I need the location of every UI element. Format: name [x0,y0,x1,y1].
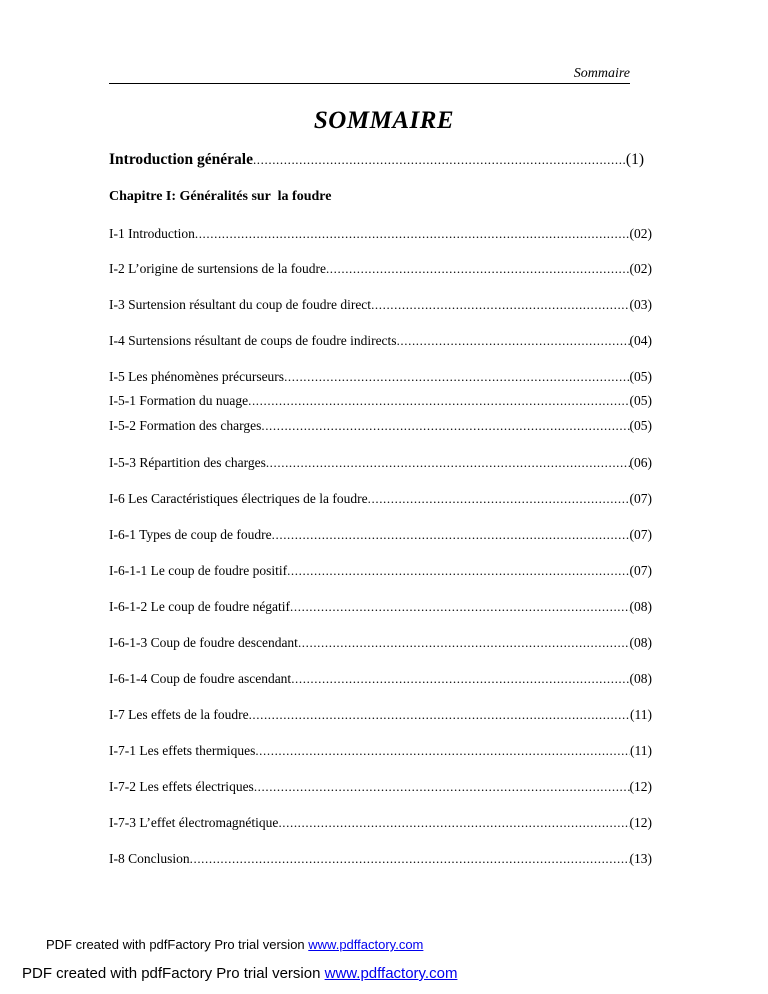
toc-entry [109,296,652,314]
toc-entry [109,417,652,435]
toc-entry-page: (08) [629,671,652,686]
toc-entry [109,598,652,616]
pdf-watermark-footer [22,965,457,983]
toc-entry [109,260,652,278]
toc-entry-label: I-7-2 Les effets électriques [109,779,254,794]
leader-dots [298,634,630,652]
toc-entry [109,814,652,832]
toc-entry-label: I-5-2 Formation des charges [109,418,262,433]
leader-dots [253,151,626,169]
toc-entry-label: I-6 Les Caractéristiques électriques de la foudre [109,491,368,506]
toc-entry-page: (05) [629,418,652,433]
leader-dots [272,526,630,544]
leader-dots [249,706,630,724]
toc-entry [109,706,652,724]
toc-entry [109,332,652,350]
toc-entry-label: I-6-1-4 Coup de foudre ascendant [109,671,292,686]
toc-entry [109,454,652,472]
leader-dots [261,417,629,435]
toc-entry-label: I-7-1 Les effets thermiques [109,743,256,758]
toc-entry-label: I-3 Surtension résultant du coup de foudre direct [109,297,372,312]
toc-entry-page: (12) [629,779,652,794]
toc-entry [109,670,652,688]
toc-intro [109,151,644,169]
toc-entry [109,526,652,544]
toc-entry-label: I-7 Les effets de la foudre [109,707,249,722]
toc-entry [109,778,652,796]
toc-entry-page: (07) [629,527,652,542]
toc-entry-label: I-5-3 Répartition des charges [109,455,266,470]
leader-dots [195,225,630,243]
header-rule [109,83,630,84]
toc-entry-page: (07) [629,491,652,506]
toc-entry-page: (11) [630,743,652,758]
toc-entry-page: (05) [629,393,652,408]
toc-entry-label: I-2 L’origine de surtensions de la foudre [109,261,326,276]
toc-entry-page: (06) [629,455,652,470]
leader-dots [190,850,630,868]
leader-dots [368,490,630,508]
leader-dots [397,332,630,350]
leader-dots [287,562,629,580]
leader-dots [248,392,629,410]
toc-entry-page: (11) [630,707,652,722]
toc-entry-page: (07) [629,563,652,578]
toc-intro-page: (1) [625,151,644,168]
toc-intro-label: Introduction générale [109,151,253,168]
toc-entry-label: I-6-1-3 Coup de foudre descendant [109,635,298,650]
leader-dots [290,598,629,616]
toc-entry [109,392,652,410]
page-title: SOMMAIRE [313,107,455,134]
toc-entry-label: I-6-1 Types de coup de foudre [109,527,272,542]
pdffactory-link[interactable]: www.pdffactory.com [308,937,424,952]
toc-entry-page: (12) [629,815,652,830]
footer-text: PDF created with pdfFactory Pro trial version [46,937,309,952]
toc-entry [109,490,652,508]
toc-entry-label: I-7-3 L’effet électromagnétique [109,815,279,830]
toc-entry-label: I-5 Les phénomènes précurseurs [109,369,285,384]
toc-entry-page: (04) [629,333,652,348]
pdffactory-link[interactable]: www.pdffactory.com [324,965,458,982]
leader-dots [255,742,630,760]
leader-dots [284,368,629,386]
leader-dots [266,454,630,472]
toc-entry-label: I-1 Introduction [109,226,195,241]
pdf-watermark-footer [46,937,423,953]
toc-entry-label: I-6-1-2 Le coup de foudre négatif [109,599,291,614]
leader-dots [291,670,629,688]
leader-dots [278,814,629,832]
toc-entry [109,634,652,652]
running-header: Sommaire [573,66,630,81]
toc-entry-page: (08) [629,635,652,650]
toc-entry [109,225,652,243]
toc-entry-page: (03) [629,297,652,312]
toc-entry-page: (02) [629,261,652,276]
leader-dots [371,296,629,314]
leader-dots [326,260,630,278]
toc-entry-page: (02) [629,226,652,241]
toc-entry [109,850,652,868]
toc-entry-page: (08) [629,599,652,614]
toc-entry-page: (13) [629,851,652,866]
toc-entry-label: I-5-1 Formation du nuage [109,393,249,408]
toc-entry [109,368,652,386]
toc-entry-label: I-4 Surtensions résultant de coups de foudre indirects [109,333,397,348]
toc-entry-label: I-8 Conclusion [109,851,190,866]
toc-entry [109,562,652,580]
footer-text: PDF created with pdfFactory Pro trial version [22,965,325,982]
toc-entry-page: (05) [629,369,652,384]
chapter-heading: Chapitre I: Généralités sur la foudre [109,189,332,204]
leader-dots [254,778,630,796]
toc-entry [109,742,652,760]
toc-entry-label: I-6-1-1 Le coup de foudre positif [109,563,288,578]
